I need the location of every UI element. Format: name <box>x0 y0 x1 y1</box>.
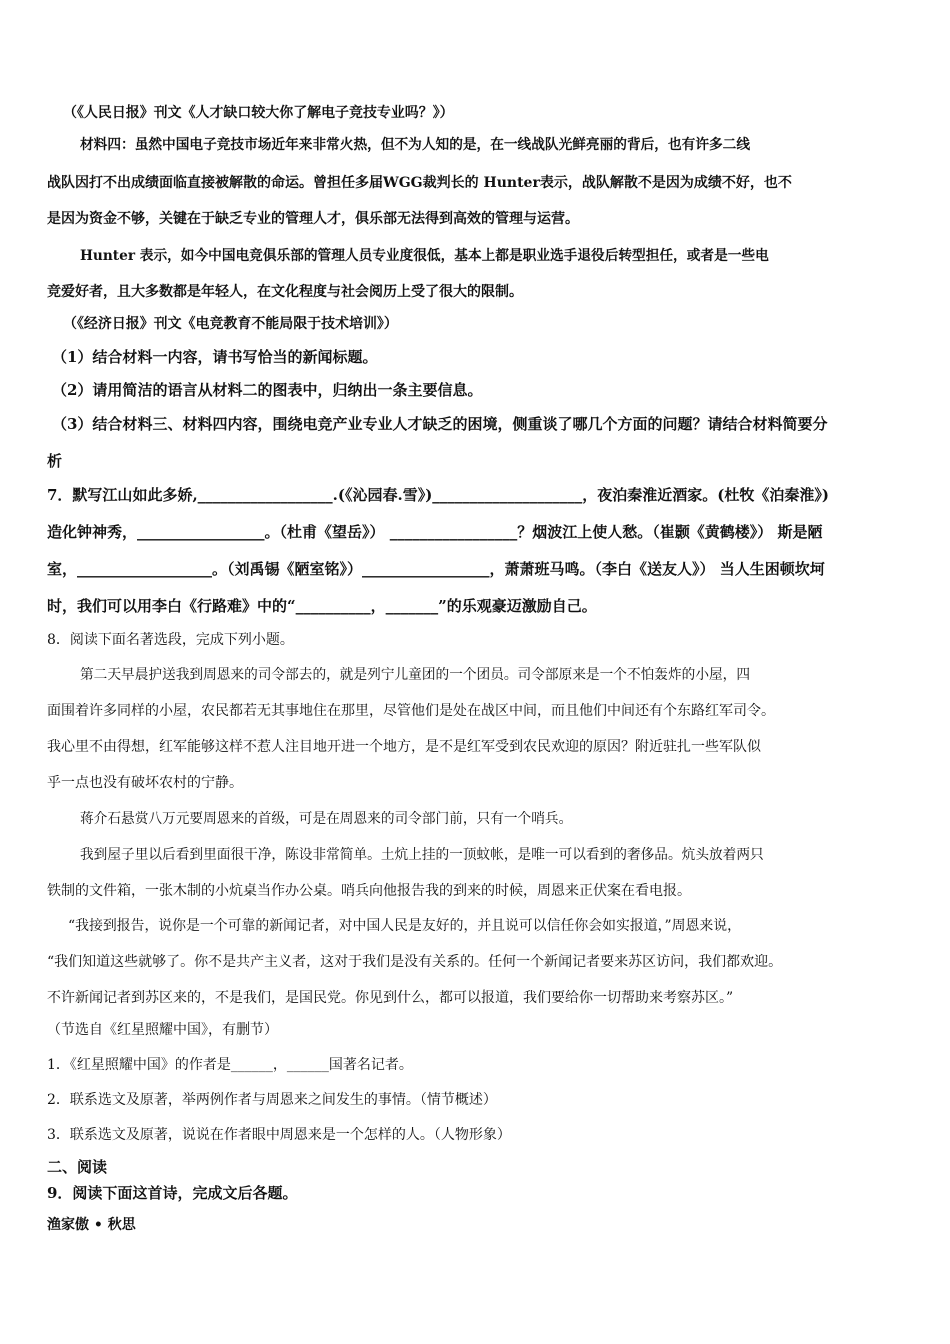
question-7-line-2: 造化钟神秀，_________________。（杜甫《望岳》） _________________？烟波江上使人愁。（崔颢《黄鹤楼》） 斯是陋 <box>47 523 823 541</box>
excerpt-para-3-line-2: 铁制的文件箱，一张木制的小炕桌当作办公桌。哨兵向他报告我的到来的时候，周恩来正伏案在看电报。 <box>47 883 691 899</box>
source-note-jingji: （《经济日报》刊文《电竞教育不能局限于技术培训》） <box>63 316 398 332</box>
question-6-1: （1）结合材料一内容，请书写恰当的新闻标题。 <box>52 348 378 366</box>
excerpt-para-4-line-3: 不许新闻记者到苏区来的，不是我们，是国民党。你见到什么，都可以报道，我们要给你一切帮助来考察苏区。” <box>47 990 734 1006</box>
material-four-line-3: 是因为资金不够，关键在于缺乏专业的管理人才，俱乐部无法得到高效的管理与运营。 <box>47 211 579 227</box>
question-9-prompt: 9．阅读下面这首诗，完成文后各题。 <box>47 1184 298 1202</box>
question-8-3: 3．联系选文及原著，说说在作者眼中周恩来是一个怎样的人。（人物形象） <box>47 1127 511 1143</box>
excerpt-para-4-line-2: “我们知道这些就够了。你不是共产主义者，这对于我们是没有关系的。任何一个新闻记者要来苏区访问，我们都欢迎。 <box>47 954 783 970</box>
excerpt-source-note: （节选自《红星照耀中国》，有删节） <box>47 1022 278 1038</box>
question-7-line-1: 7．默写江山如此多娇,__________________.(《沁园春.雪》)____________________，夜泊秦淮近酒家。(杜牧《泊秦淮》) <box>47 486 829 504</box>
material-four-line-1: 材料四：虽然中国电子竞技市场近年来非常火热，但不为人知的是，在一线战队光鲜亮丽的背后，也有许多二线 <box>80 137 751 153</box>
excerpt-para-3-line-1: 我到屋子里以后看到里面很干净，陈设非常简单。土炕上挂的一顶蚊帐，是唯一可以看到的奢侈品。炕头放着两只 <box>80 847 764 863</box>
section-heading-reading: 二、阅读 <box>47 1158 108 1176</box>
poem-title: 渔家傲 • 秋思 <box>47 1217 136 1233</box>
question-8-prompt: 8．阅读下面名著选段，完成下列小题。 <box>47 632 294 648</box>
material-four-line-2: 战队因打不出成绩面临直接被解散的命运。曾担任多届WGG裁判长的 Hunter表示，战队解散不是因为成绩不好，也不 <box>47 175 792 191</box>
question-6-2: （2）请用简洁的语言从材料二的图表中，归纳出一条主要信息。 <box>52 381 483 399</box>
question-7-line-3: 室，__________________。（刘禹锡《陋室铭》）_________________，萧萧班马鸣。（李白《送友人》） 当人生困顿坎坷 <box>47 560 825 578</box>
excerpt-para-1-line-3: 我心里不由得想，红军能够这样不惹人注目地开进一个地方，是不是红军受到农民欢迎的原因？附近驻扎一些军队似 <box>47 739 761 755</box>
material-four-line-5: 竞爱好者，且大多数都是年轻人，在文化程度与社会阅历上受了很大的限制。 <box>47 284 523 300</box>
question-7-line-4: 时，我们可以用李白《行路难》中的“__________，_______”的乐观豪迈激励自己。 <box>47 597 597 615</box>
excerpt-para-1-line-4: 乎一点也没有破坏农村的宁静。 <box>47 775 243 791</box>
question-8-2: 2．联系选文及原著，举两例作者与周恩来之间发生的事情。（情节概述） <box>47 1092 497 1108</box>
excerpt-para-1-line-1: 第二天早晨护送我到周恩来的司令部去的，就是列宁儿童团的一个团员。司令部原来是一个不怕轰炸的小屋，四 <box>80 667 751 683</box>
question-8-1: 1．《红星照耀中国》的作者是______，______国著名记者。 <box>47 1057 413 1073</box>
excerpt-para-2: 蒋介石悬赏八万元要周恩来的首级，可是在周恩来的司令部门前，只有一个哨兵。 <box>80 811 573 827</box>
excerpt-para-4-line-1: “我接到报告，说你是一个可靠的新闻记者，对中国人民是友好的，并且说可以信任你会如实报道，”周恩来说， <box>68 918 741 934</box>
question-6-3-line-1: （3）结合材料三、材料四内容，围绕电竞产业专业人才缺乏的困境，侧重谈了哪几个方面的问题？请结合材料简要分 <box>52 415 828 433</box>
material-four-line-4: Hunter 表示，如今中国电竞俱乐部的管理人员专业度很低，基本上都是职业选手退役后转型担任，或者是一些电 <box>80 248 769 264</box>
excerpt-para-1-line-2: 面围着许多同样的小屋，农民都若无其事地住在那里，尽管他们是处在战区中间，而且他们中间还有个东路红军司令。 <box>47 703 775 719</box>
question-6-3-line-2: 析 <box>47 452 63 470</box>
source-note-renmin: （《人民日报》刊文《人才缺口较大你了解电子竞技专业吗？》） <box>63 105 454 121</box>
